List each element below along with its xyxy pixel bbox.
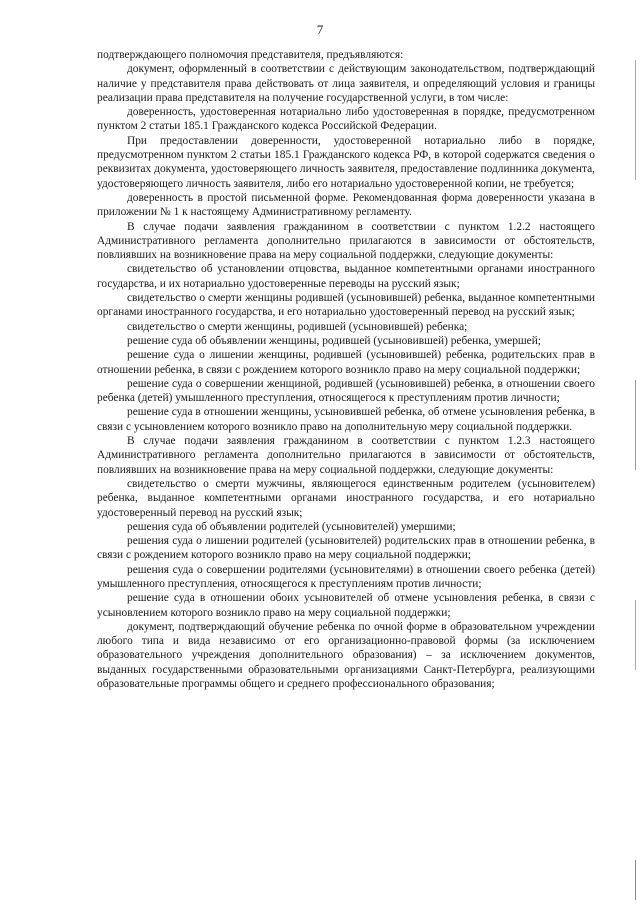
paragraph: решение суда в отношении обоих усыновителей об отмене усыновления ребенка, в связи с усыновлением которого возникло право на меру социальной поддержки; [97, 592, 595, 619]
paragraph: решение суда об объявлении женщины, родившей (усыновившей) ребенка, умершей; [127, 334, 541, 347]
paragraph: решения суда об объявлении родителей (усыновителей) умершими; [127, 520, 456, 533]
paragraph: документ, подтверждающий обучение ребенка по очной форме в образовательном учреждении любого типа и вида независимо от его организационно-правовой формы (за исключением образовательного учреждения дополнительного образования) – за исключением документов, выданных государственными образовательными организациями Санкт-Петербурга, реализующими образовательные программы общего и среднего профессионального образования; [97, 620, 595, 691]
paragraph: решение суда в отношении женщины, усыновившей ребенка, об отмене усыновления ребенка, в связи с усыновлением которого возникло право на дополнительную меру социальной поддержки. [97, 406, 595, 433]
paragraph: свидетельство об установлении отцовства, выданное компетентными органами иностранного государства, и их нотариально удостоверенные переводы на русский язык; [97, 263, 595, 290]
paragraph: свидетельство о смерти женщины родившей (усыновившей) ребенка, выданное компетентными органами иностранного государства, и его нотариально удостоверенный перевод на русский язык; [97, 292, 595, 319]
paragraph: доверенность в простой письменной форме. Рекомендованная форма доверенности указана в приложении № 1 к настоящему Административному регламенту. [97, 191, 595, 219]
scan-edge-mark [635, 380, 636, 470]
paragraph: решения суда о совершении родителями (усыновителями) в отношении своего ребенка (детей) умышленного преступления, относящегося к преступлениям против личности; [97, 563, 595, 590]
paragraph: подтверждающего полномочия представителя, предъявляются: [97, 49, 404, 61]
page-number: 7 [316, 22, 324, 37]
paragraph: решение суда о лишении женщины, родившей (усыновившей) ребенка, родительских прав в отношении ребенка, в связи с рождением которого возникло право на меру социальной поддержки; [97, 349, 595, 376]
paragraph: документ, оформленный в соответствии с действующим законодательством, подтверждающий наличие у представителя права действовать от лица заявителя, и определяющий условия и границы реализации права представителя на получение государственной услуги, в том числе: [97, 63, 595, 104]
paragraph: свидетельство о смерти мужчины, являющегося единственным родителем (усыновителем) ребенка, выданное компетентными органами иностранного государства, и его нотариально удостоверенный перевод на русский язык; [97, 477, 595, 519]
paragraph: В случае подачи заявления гражданином в соответствии с пунктом 1.2.2 настоящего Административного регламента дополнительно прилагаются в зависимости от обстоятельств, повлиявших на возникновение права на меру социальной поддержки, следующие документы: [97, 220, 595, 262]
paragraph: В случае подачи заявления гражданином в соответствии с пунктом 1.2.3 настоящего Административного регламента дополнительно прилагаются в зависимости от обстоятельств, повлиявших на возникновение права на меру социальной поддержки, следующие документы: [97, 435, 595, 476]
scan-edge-mark [635, 60, 636, 180]
scan-edge-mark [635, 860, 636, 900]
paragraph: решение суда о совершении женщиной, родившей (усыновившей) ребенка, в отношении своего ребенка (детей) умышленного преступления, относящегося к преступлениям против личности; [97, 377, 595, 405]
paragraph: решения суда о лишении родителей (усыновителей) родительских прав в отношении ребенка, в связи с рождением которого возникло право на меру социальной поддержки; [97, 535, 595, 562]
paragraph: свидетельство о смерти женщины, родившей (усыновившей) ребенка; [127, 320, 468, 333]
document-body [97, 48, 595, 691]
paragraph: доверенность, удостоверенная нотариально либо удостоверенная в порядке, предусмотренном пунктом 2 статьи 185.1 Гражданского кодекса Российской Федерации. [97, 106, 595, 133]
paragraph: При предоставлении доверенности, удостоверенной нотариально либо в порядке, предусмотренном пунктом 2 статьи 185.1 Гражданского кодекса РФ, в которой содержатся сведения о реквизитах документа, удостоверяющего личность заявителя, предоставление подлинника документа, удостоверяющего личность заявителя, либо его нотариально удостоверенной копии, не требуется; [97, 134, 595, 190]
scan-edge-mark [635, 600, 636, 670]
